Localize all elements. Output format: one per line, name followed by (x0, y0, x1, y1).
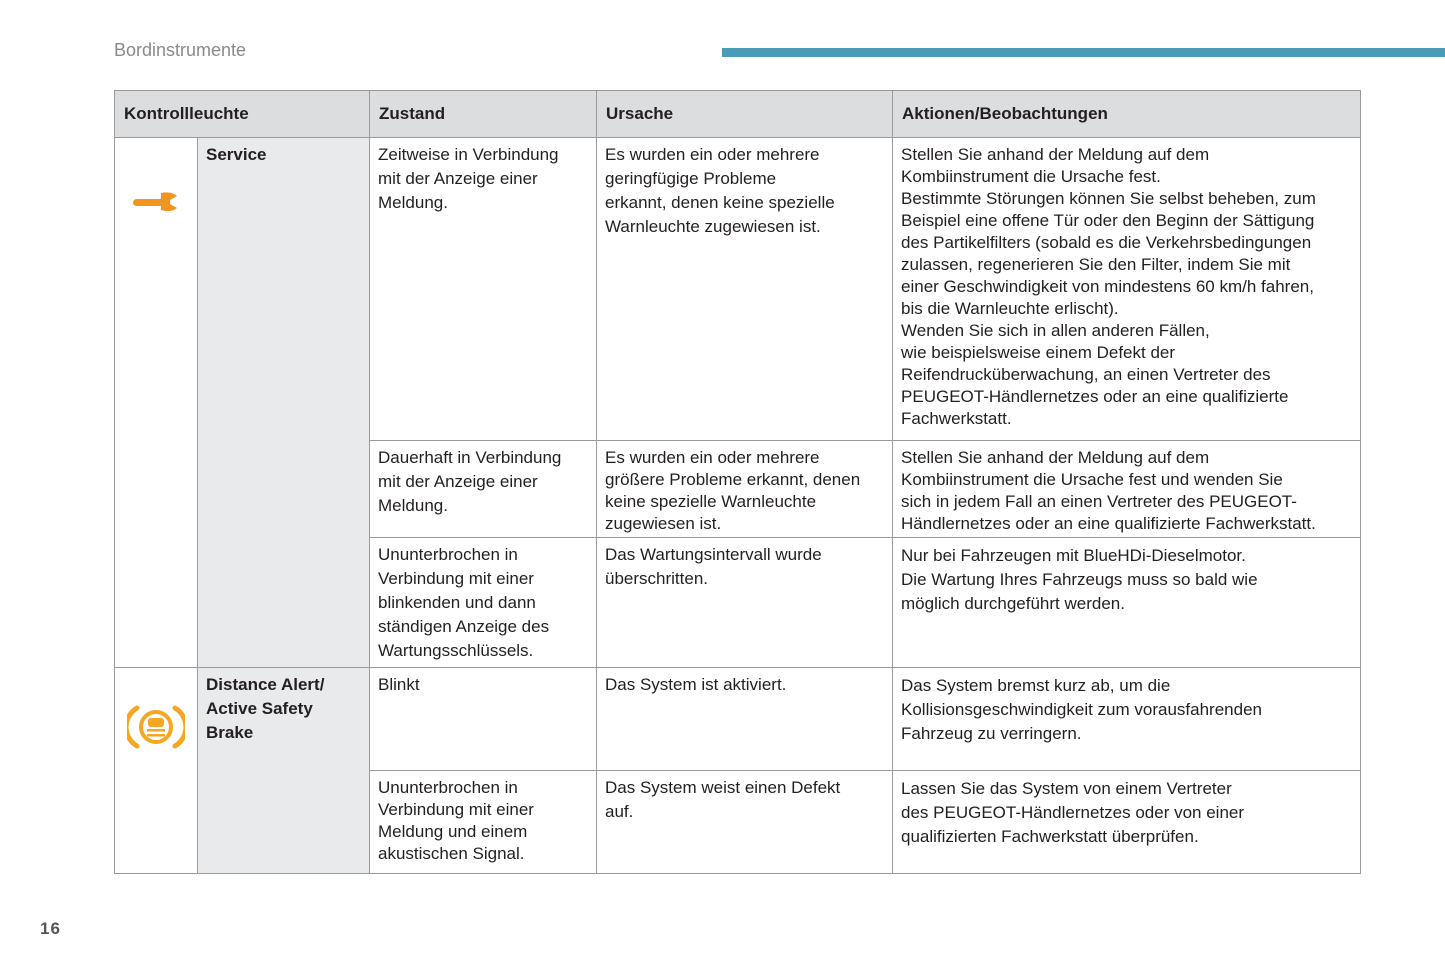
active-safety-brake-icon (127, 704, 185, 750)
zustand-cell: Dauerhaft in Verbindung mit der Anzeige einer Meldung. (370, 441, 597, 538)
wrench-icon (131, 190, 181, 214)
light-name: Distance Alert/ Active Safety Brake (198, 668, 370, 874)
column-header: Zustand (370, 91, 597, 138)
aktion-cell: Stellen Sie anhand der Meldung auf dem Kombiinstrument die Ursache fest. Bestimmte Störungen können Sie selbst beheben, zum Beispiel eine offene Tür oder den Beginn der Sättigung des Partikelfilters (sobald es die Verkehrsbedingungen zulassen, regenerieren Sie den Filter, indem Sie mit einer Geschwindigkeit von mindestens 60 km/h fahren, bis die Warnleuchte erlischt). Wenden Sie sich in allen anderen Fällen, wie beispielsweise einem Defekt der Reifendrucküberwachung, an einen Vertreter des PEUGEOT-Händlernetzes oder an eine qualifizierte Fachwerkstatt. (893, 138, 1361, 441)
ursache-cell: Es wurden ein oder mehrere geringfügige Probleme erkannt, denen keine spezielle Warnleuchte zugewiesen ist. (597, 138, 893, 441)
table-row (115, 138, 1361, 441)
zustand-cell: Blinkt (370, 668, 597, 771)
header-accent-bar (722, 48, 1445, 57)
aktion-cell: Das System bremst kurz ab, um die Kollisionsgeschwindigkeit zum vorausfahrenden Fahrzeug zu verringern. (893, 668, 1361, 771)
aktion-cell: Lassen Sie das System von einem Vertreter des PEUGEOT-Händlernetzes oder von einer qualifizierten Fachwerkstatt überprüfen. (893, 771, 1361, 874)
ursache-cell: Das Wartungsintervall wurde überschritten. (597, 538, 893, 668)
column-header: Ursache (597, 91, 893, 138)
column-header: Kontrollleuchte (115, 91, 370, 138)
ursache-cell: Das System ist aktiviert. (597, 668, 893, 771)
table-header (115, 91, 1361, 138)
icon-cell (115, 668, 198, 874)
ursache-cell: Es wurden ein oder mehrere größere Probleme erkannt, denen keine spezielle Warnleuchte zugewiesen ist. (597, 441, 893, 538)
aktion-cell: Stellen Sie anhand der Meldung auf dem Kombiinstrument die Ursache fest und wenden Sie sich in jedem Fall an einen Vertreter des PEUGEOT- Händlernetzes oder an eine qualifizierte Fachwerkstatt. (893, 441, 1361, 538)
aktion-cell: Nur bei Fahrzeugen mit BlueHDi-Dieselmotor. Die Wartung Ihres Fahrzeugs muss so bald wie möglich durchgeführt werden. (893, 538, 1361, 668)
warning-lights-table (114, 90, 1361, 874)
zustand-cell: Ununterbrochen in Verbindung mit einer blinkenden und dann ständigen Anzeige des Wartungsschlüssels. (370, 538, 597, 668)
table-row (115, 668, 1361, 771)
icon-cell (115, 138, 198, 668)
page-number: 16 (40, 919, 61, 938)
ursache-cell: Das System weist einen Defekt auf. (597, 771, 893, 874)
zustand-cell: Ununterbrochen in Verbindung mit einer Meldung und einem akustischen Signal. (370, 771, 597, 874)
column-header: Aktionen/Beobachtungen (893, 91, 1361, 138)
light-name: Service (198, 138, 370, 668)
section-title: Bordinstrumente (114, 40, 247, 60)
zustand-cell: Zeitweise in Verbindung mit der Anzeige einer Meldung. (370, 138, 597, 441)
